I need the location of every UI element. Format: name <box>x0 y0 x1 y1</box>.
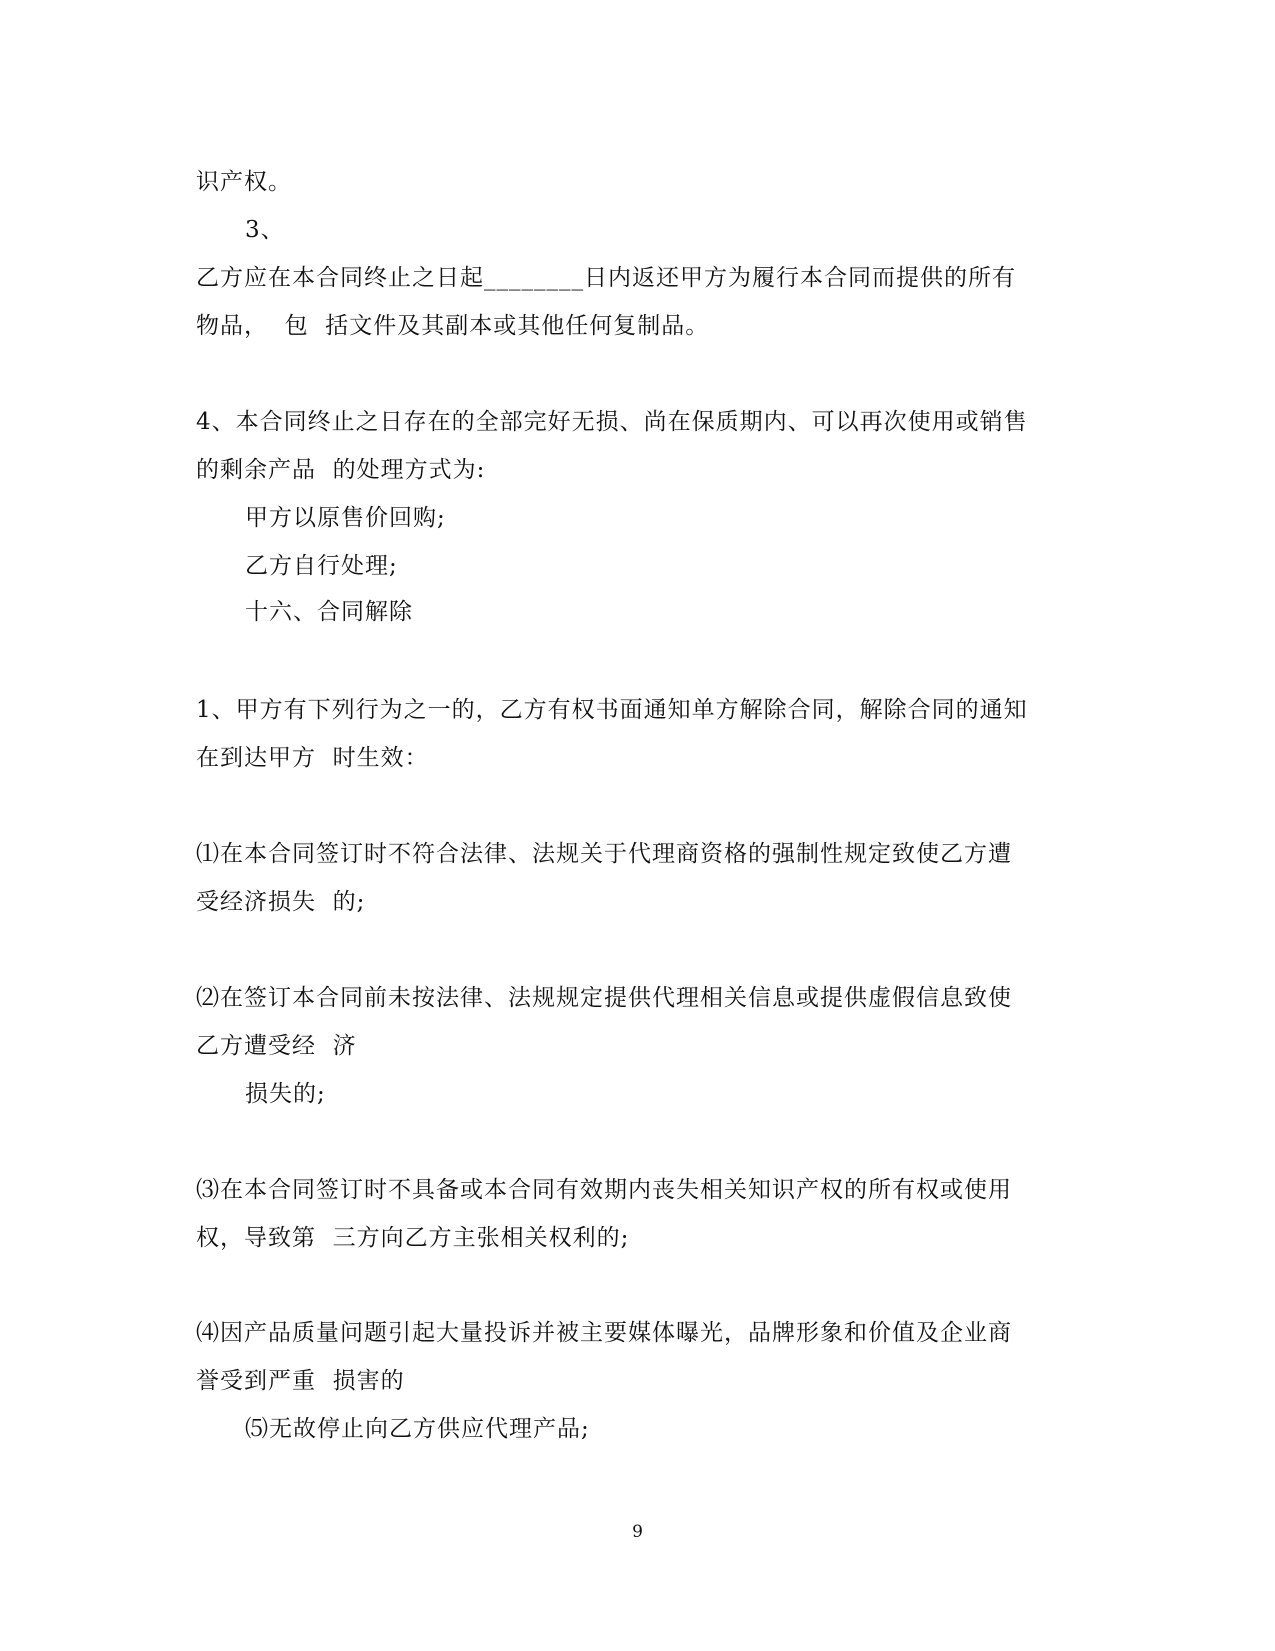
text-line: ⑸无故停止向乙方供应代理产品; <box>245 1416 590 1442</box>
text-line: 的剩余产品 的处理方式为: <box>196 457 486 483</box>
text-line: 识产权。 <box>196 169 292 195</box>
text-line: 物品， 包 括文件及其副本或其他任何复制品。 <box>196 313 710 339</box>
text-line: ⑵在签订本合同前未按法律、法规规定提供代理相关信息或提供虚假信息致使 <box>196 985 1012 1011</box>
text-line: 损失的; <box>245 1081 326 1107</box>
text-line: 1、甲方有下列行为之一的，乙方有权书面通知单方解除合同，解除合同的通知 <box>196 697 1028 723</box>
page-number: 9 <box>632 1522 643 1542</box>
text-line: ⑶在本合同签订时不具备或本合同有效期内丧失相关知识产权的所有权或使用 <box>196 1177 1012 1203</box>
text-line: 3、 <box>245 217 285 243</box>
text-line: 受经济损失 的; <box>196 889 366 915</box>
text-line: ⑴在本合同签订时不符合法律、法规关于代理商资格的强制性规定致使乙方遭 <box>196 841 1012 867</box>
text-line: 4、本合同终止之日存在的全部完好无损、尚在保质期内、可以再次使用或销售 <box>196 409 1028 435</box>
text-line: 誉受到严重 损害的 <box>196 1368 405 1394</box>
text-line: 乙方自行处理; <box>245 553 398 579</box>
text-line: ⑷因产品质量问题引起大量投诉并被主要媒体曝光，品牌形象和价值及企业商 <box>196 1320 1012 1346</box>
text-line: 乙方应在本合同终止之日起________日内返还甲方为履行本合同而提供的所有 <box>196 265 1016 291</box>
text-line: 乙方遭受经 济 <box>196 1033 357 1059</box>
text-line: 甲方以原售价回购; <box>245 505 446 531</box>
section-heading: 十六、合同解除 <box>245 599 413 625</box>
text-line: 在到达甲方 时生效： <box>196 745 429 771</box>
text-line: 权，导致第 三方向乙方主张相关权利的; <box>196 1225 630 1251</box>
